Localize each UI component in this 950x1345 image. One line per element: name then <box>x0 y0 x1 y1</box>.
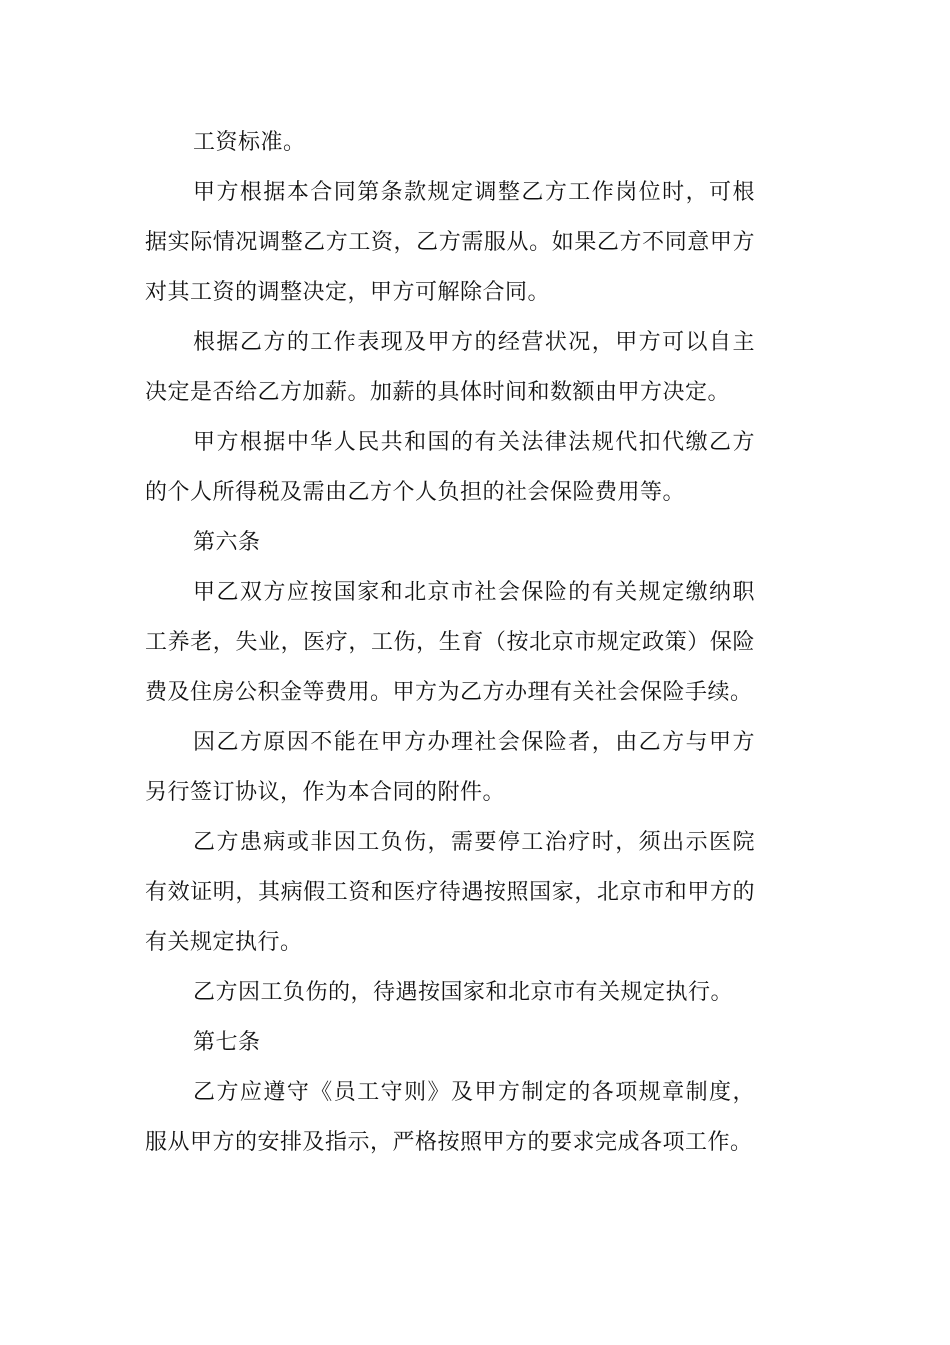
paragraph-work-injury: 乙方因工负伤的，待遇按国家和北京市有关规定执行。 <box>193 980 734 1005</box>
paragraph-wage-standard: 工资标准。 <box>193 130 306 155</box>
paragraph-salary-raise: 根据乙方的工作表现及甲方的经营状况，甲方可以自主决定是否给乙方加薪。加薪的具体时间和数额由甲方决定。 <box>145 330 755 405</box>
paragraph-sick-leave: 乙方患病或非因工负伤，需要停工治疗时，须出示医院有效证明，其病假工资和医疗待遇按照国家，北京市和甲方的有关规定执行。 <box>145 830 755 955</box>
document-body <box>145 118 755 1168</box>
paragraph-position-adjustment: 甲方根据本合同第条款规定调整乙方工作岗位时，可根据实际情况调整乙方工资，乙方需服从。如果乙方不同意甲方对其工资的调整决定，甲方可解除合同。 <box>145 180 755 305</box>
article-six-heading: 第六条 <box>193 530 261 555</box>
article-seven-heading: 第七条 <box>193 1030 261 1055</box>
paragraph-separate-agreement: 因乙方原因不能在甲方办理社会保险者，由乙方与甲方另行签订协议，作为本合同的附件。 <box>145 730 755 805</box>
paragraph-employee-rules: 乙方应遵守《员工守则》及甲方制定的各项规章制度，服从甲方的安排及指示，严格按照甲方的要求完成各项工作。 <box>145 1080 755 1155</box>
paragraph-social-insurance: 甲乙双方应按国家和北京市社会保险的有关规定缴纳职工养老，失业，医疗，工伤，生育（按北京市规定政策）保险费及住房公积金等费用。甲方为乙方办理有关社会保险手续。 <box>145 580 755 705</box>
paragraph-tax-withholding: 甲方根据中华人民共和国的有关法律法规代扣代缴乙方的个人所得税及需由乙方个人负担的社会保险费用等。 <box>145 430 755 505</box>
